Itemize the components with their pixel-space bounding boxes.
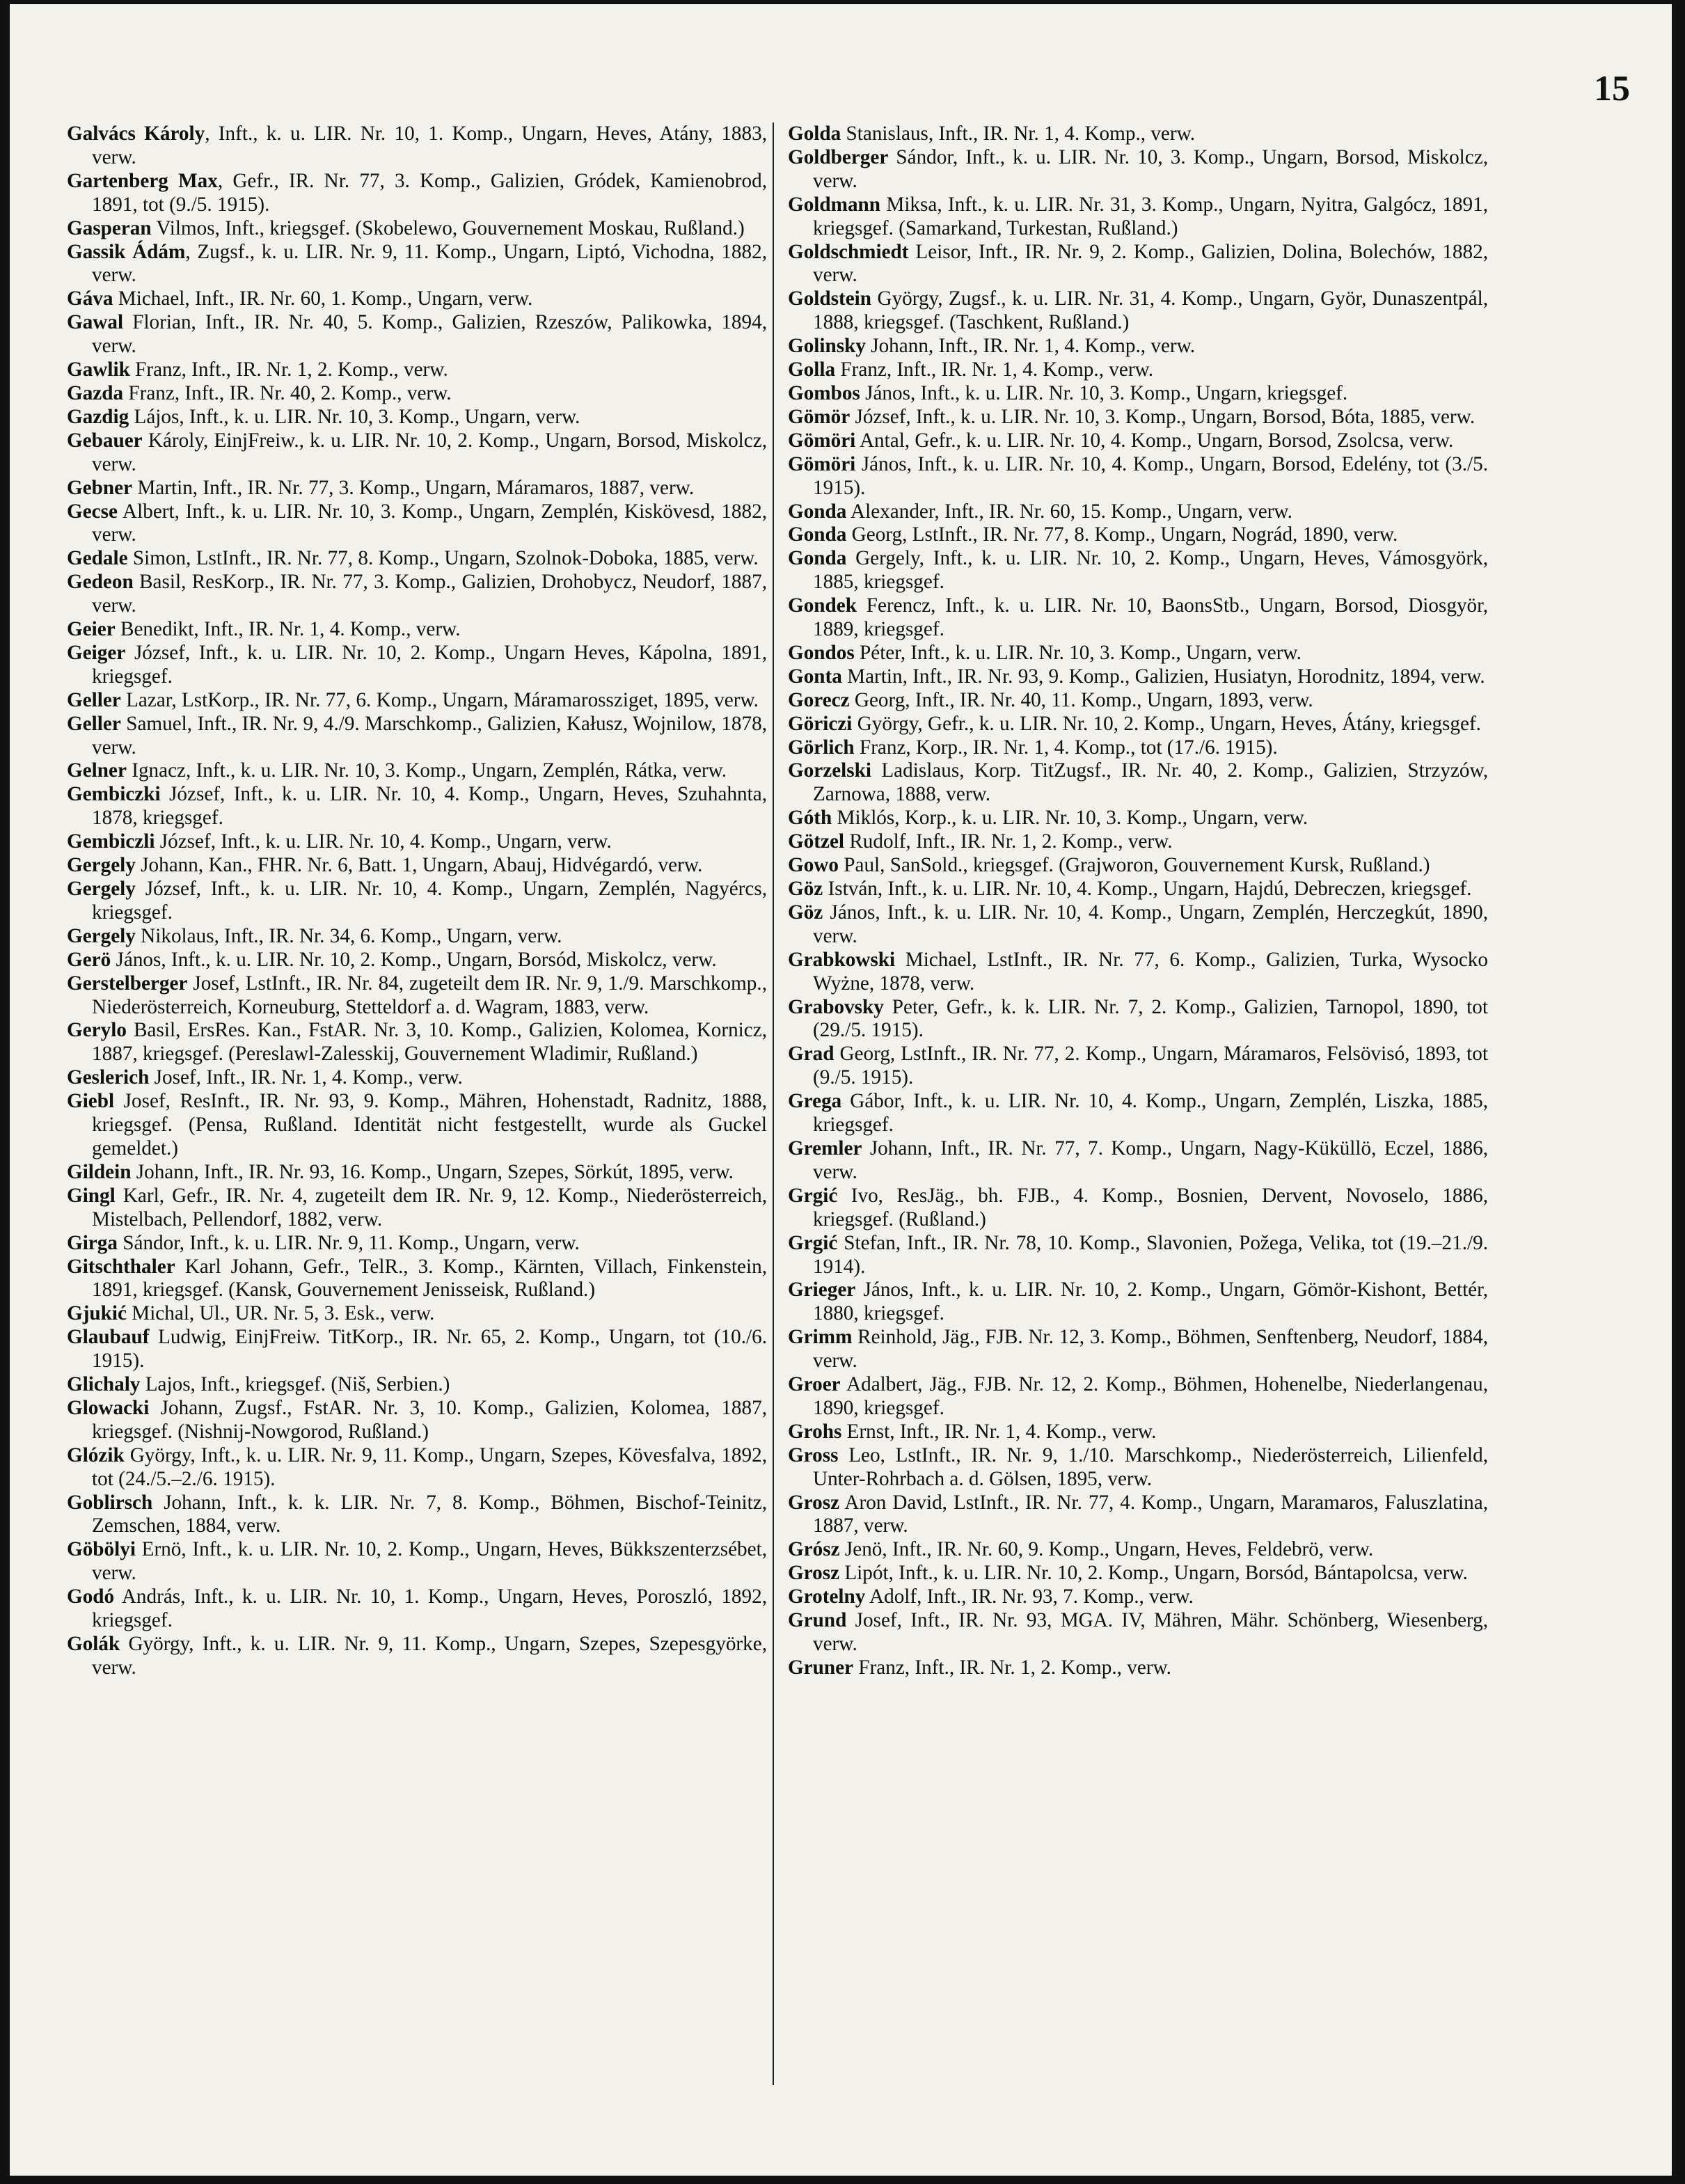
casualty-entry	[788, 1585, 1488, 1609]
entry-details: János, Inft., k. u. LIR. Nr. 10, 4. Komp., Ungarn, Borsod, Edelény, tot (3./5. 1915).	[813, 452, 1488, 499]
entry-details: József, Inft., k. u. LIR. Nr. 10, 4. Komp., Ungarn, Heves, Szuhahnta, 1878, kriegsgef.	[92, 783, 767, 830]
casualty-entry	[67, 500, 767, 548]
casualty-entry	[788, 642, 1488, 665]
entry-surname: Glichaly	[67, 1373, 141, 1396]
casualty-entry	[788, 996, 1488, 1043]
entry-surname: Goldschmiedt	[788, 240, 909, 263]
entry-surname: Gerylo	[67, 1019, 127, 1042]
document-page	[10, 4, 1672, 2176]
entry-details: Josef, ResInft., IR. Nr. 93, 9. Komp., Mähren, Hohenstadt, Radnitz, 1888, kriegsgef. (Pensa, Rußland. Identität nicht festgestellt, wurde als Guckel gemeldet.)	[92, 1090, 767, 1160]
entry-surname: Gedale	[67, 547, 128, 570]
entry-details: József, Inft., k. u. LIR. Nr. 10, 4. Komp., Ungarn, verw.	[155, 830, 612, 853]
casualty-entry	[67, 170, 767, 217]
entry-details: János, Inft., k. u. LIR. Nr. 10, 4. Komp., Ungarn, Zemplén, Herczegkút, 1890, verw.	[813, 901, 1488, 947]
casualty-entry	[67, 122, 767, 170]
entry-details: Vilmos, Inft., kriegsgef. (Skobelewo, Gouvernement Moskau, Rußland.)	[151, 216, 745, 239]
entry-details: Ignacz, Inft., k. u. LIR. Nr. 10, 3. Komp., Ungarn, Zemplén, Rátka, verw.	[126, 759, 727, 782]
casualty-entry	[788, 335, 1488, 358]
casualty-entry	[788, 830, 1488, 854]
casualty-entry	[67, 382, 767, 406]
entry-details: Lájos, Inft., k. u. LIR. Nr. 10, 3. Komp., Ungarn, verw.	[129, 405, 580, 428]
casualty-entry	[67, 571, 767, 618]
casualty-entry	[67, 1302, 767, 1326]
entry-surname: Götzel	[788, 830, 845, 853]
entry-details: Ludwig, EinjFreiw. TitKorp., IR. Nr. 65, 2. Komp., Ungarn, tot (10./6. 1915).	[92, 1326, 767, 1372]
entry-surname: Gremler	[788, 1137, 862, 1160]
casualty-entry	[788, 594, 1488, 642]
entry-surname: Gartenberg Max	[67, 169, 218, 192]
entry-surname: Gömöri	[788, 452, 856, 475]
entry-surname: Giebl	[67, 1090, 115, 1113]
entry-details: Georg, LstInft., IR. Nr. 77, 2. Komp., Ungarn, Máramaros, Felsövisó, 1893, tot (9./5. 1915).	[813, 1043, 1488, 1089]
casualty-entry	[788, 1137, 1488, 1185]
casualty-entry	[788, 406, 1488, 429]
entry-surname: Grabkowski	[788, 948, 896, 971]
entry-surname: Gruner	[788, 1656, 854, 1679]
entry-surname: Grimm	[788, 1326, 853, 1349]
entry-details: Stanislaus, Inft., IR. Nr. 1, 4. Komp., verw.	[841, 122, 1196, 145]
entry-surname: Gelner	[67, 759, 127, 782]
casualty-entry	[788, 713, 1488, 736]
casualty-entry	[788, 901, 1488, 949]
entry-surname: Grad	[788, 1043, 834, 1066]
entry-surname: Gorecz	[788, 688, 850, 711]
casualty-entry	[67, 1444, 767, 1491]
entry-surname: Geiger	[67, 641, 126, 664]
entry-details: György, Inft., k. u. LIR. Nr. 9, 11. Komp., Ungarn, Szepes, Kövesfalva, 1892, tot (24./5.–2./6. 1915).	[92, 1443, 767, 1490]
entry-details: Samuel, Inft., IR. Nr. 9, 4./9. Marschkomp., Galizien, Kałusz, Wojnilow, 1878, verw.	[92, 712, 767, 759]
entry-surname: Gergely	[67, 924, 136, 947]
entry-details: György, Zugsf., k. u. LIR. Nr. 31, 4. Komp., Ungarn, Györ, Dunaszentpál, 1888, kriegsgef. (Taschkent, Rußland.)	[813, 287, 1488, 334]
casualty-entry	[67, 406, 767, 429]
entry-surname: Gorzelski	[788, 759, 871, 782]
casualty-entry	[788, 878, 1488, 901]
entry-details: Georg, Inft., IR. Nr. 40, 11. Komp., Ungarn, 1893, verw.	[849, 688, 1313, 711]
entry-details: Franz, Inft., IR. Nr. 40, 2. Komp., verw.	[123, 381, 452, 404]
casualty-entry	[67, 287, 767, 311]
entry-details: Josef, LstInft., IR. Nr. 84, zugeteilt dem IR. Nr. 9, 1./9. Marschkomp., Niederösterreich, Korneuburg, Stetteldorf a. d. Wagram, 1883, verw.	[92, 972, 767, 1018]
entry-details: Rudolf, Inft., IR. Nr. 1, 2. Komp., verw.	[844, 830, 1173, 853]
casualty-entry	[788, 1090, 1488, 1137]
casualty-entry	[67, 241, 767, 288]
entry-surname: Goblirsch	[67, 1491, 153, 1514]
entry-surname: Golla	[788, 358, 836, 381]
entry-surname: Grgić	[788, 1184, 838, 1207]
casualty-entry	[788, 1609, 1488, 1656]
casualty-entry	[67, 1019, 767, 1066]
entry-surname: Gawlik	[67, 358, 130, 381]
entry-details: Jenö, Inft., IR. Nr. 60, 9. Komp., Ungarn, Heves, Feldebrö, verw.	[839, 1538, 1374, 1561]
entry-details: Franz, Inft., IR. Nr. 1, 4. Komp., verw.	[835, 358, 1154, 381]
entry-details: Gergely, Inft., k. u. LIR. Nr. 10, 2. Komp., Ungarn, Heves, Vámosgyörk, 1885, kriegsgef.	[813, 547, 1488, 594]
entry-details: Josef, Inft., IR. Nr. 1, 4. Komp., verw.	[149, 1066, 463, 1089]
casualty-entry	[788, 854, 1488, 878]
casualty-entry	[67, 311, 767, 358]
entry-details: Ernst, Inft., IR. Nr. 1, 4. Komp., verw.	[841, 1420, 1157, 1443]
entry-details: Ferencz, Inft., k. u. LIR. Nr. 10, BaonsStb., Ungarn, Borsod, Diosgyör, 1889, kriegsgef.	[813, 594, 1488, 641]
casualty-entry	[67, 358, 767, 382]
casualty-entry	[788, 453, 1488, 500]
casualty-entry	[788, 146, 1488, 193]
casualty-entry	[788, 1444, 1488, 1491]
casualty-entry	[788, 193, 1488, 241]
entry-details: János, Inft., k. u. LIR. Nr. 10, 3. Komp., Ungarn, kriegsgef.	[860, 381, 1348, 404]
casualty-entry	[788, 358, 1488, 382]
entry-details: , Inft., k. u. LIR. Nr. 10, 1. Komp., Ungarn, Heves, Atány, 1883, verw.	[92, 122, 767, 168]
entry-details: Leo, LstInft., IR. Nr. 9, 1./10. Marschkomp., Niederösterreich, Lilienfeld, Unter-Rohrbach a. d. Gölsen, 1895, verw.	[813, 1443, 1488, 1490]
entry-surname: Gonda	[788, 500, 847, 523]
entry-details: Martin, Inft., IR. Nr. 93, 9. Komp., Galizien, Husiatyn, Horodnitz, 1894, verw.	[841, 665, 1485, 688]
entry-surname: Gonta	[788, 665, 842, 688]
entry-details: Adolf, Inft., IR. Nr. 93, 7. Komp., verw.	[865, 1585, 1194, 1608]
entry-details: Karl Johann, Gefr., TelR., 3. Komp., Kärnten, Villach, Finkenstein, 1891, kriegsgef. (Kansk, Gouvernement Jenisseisk, Rußland.)	[92, 1255, 767, 1301]
casualty-entry	[788, 689, 1488, 713]
entry-surname: Glowacki	[67, 1396, 150, 1419]
entry-surname: Gazda	[67, 381, 124, 404]
entry-details: Lipót, Inft., k. u. LIR. Nr. 10, 2. Komp., Ungarn, Borsód, Bántapolcsa, verw.	[839, 1562, 1468, 1585]
entry-surname: Gömöri	[788, 429, 856, 452]
casualty-entry	[788, 736, 1488, 760]
casualty-entry	[788, 1043, 1488, 1090]
casualty-entry	[67, 972, 767, 1020]
casualty-entry	[67, 1066, 767, 1090]
entry-surname: Góth	[788, 807, 832, 830]
entry-surname: Grosz	[788, 1562, 840, 1585]
entry-details: , Zugsf., k. u. LIR. Nr. 9, 11. Komp., Ungarn, Liptó, Vichodna, 1882, verw.	[92, 240, 767, 287]
casualty-entry	[788, 665, 1488, 689]
casualty-entry	[788, 1185, 1488, 1232]
entry-details: Reinhold, Jäg., FJB. Nr. 12, 3. Komp., Böhmen, Senftenberg, Neudorf, 1884, verw.	[813, 1326, 1488, 1372]
entry-details: Benedikt, Inft., IR. Nr. 1, 4. Komp., verw.	[115, 618, 461, 641]
entry-surname: Gergely	[67, 878, 136, 900]
entry-surname: Godó	[67, 1585, 115, 1608]
entry-details: Johann, Zugsf., FstAR. Nr. 3, 10. Komp., Galizien, Kolomea, 1887, kriegsgef. (Nishnij-Nowgorod, Rußland.)	[92, 1396, 767, 1443]
casualty-entry	[67, 477, 767, 500]
entry-details: Ernö, Inft., k. u. LIR. Nr. 10, 2. Komp., Ungarn, Heves, Bükkszenterzsébet, verw.	[92, 1538, 767, 1585]
entry-surname: Gömör	[788, 405, 851, 428]
entry-surname: Golák	[67, 1633, 120, 1655]
entry-details: József, Inft., k. u. LIR. Nr. 10, 4. Komp., Ungarn, Zemplén, Nagyércs, kriegsgef.	[92, 878, 767, 924]
casualty-entry	[788, 241, 1488, 288]
entry-surname: Galvács Károly	[67, 122, 205, 145]
entry-surname: Goldmann	[788, 193, 881, 216]
entry-surname: Glózik	[67, 1443, 125, 1466]
casualty-entry	[788, 807, 1488, 830]
entry-surname: Gedeon	[67, 571, 134, 594]
entry-details: Basil, ResKorp., IR. Nr. 77, 3. Komp., Galizien, Drohobycz, Neudorf, 1887, verw.	[92, 571, 767, 617]
entry-surname: Gingl	[67, 1184, 116, 1207]
casualty-entry	[788, 1538, 1488, 1562]
casualty-entry	[788, 429, 1488, 453]
casualty-entry	[67, 1633, 767, 1680]
entry-details: István, Inft., k. u. LIR. Nr. 10, 4. Komp., Ungarn, Hajdú, Debreczen, kriegsgef.	[823, 878, 1472, 900]
entry-surname: Gazdig	[67, 405, 129, 428]
casualty-entry	[788, 1421, 1488, 1444]
casualty-entry	[788, 523, 1488, 547]
left-column	[67, 122, 767, 2162]
entry-surname: Gerö	[67, 948, 111, 971]
entry-surname: Grósz	[788, 1538, 840, 1561]
casualty-entry	[67, 618, 767, 642]
entry-details: Peter, Gefr., k. k. LIR. Nr. 7, 2. Komp., Galizien, Tarnopol, 1890, tot (29./5. 1915).	[813, 995, 1488, 1042]
entry-surname: Gowo	[788, 854, 839, 877]
entry-surname: Geller	[67, 712, 121, 735]
entry-surname: Geier	[67, 618, 116, 641]
entry-details: József, Inft., k. u. LIR. Nr. 10, 3. Komp., Ungarn, Borsod, Bóta, 1885, verw.	[850, 405, 1476, 428]
entry-details: Michael, LstInft., IR. Nr. 77, 6. Komp., Galizien, Turka, Wysocko Wyżne, 1878, verw.	[813, 948, 1488, 995]
entry-details: György, Gefr., k. u. LIR. Nr. 10, 2. Komp., Ungarn, Heves, Átány, kriegsgef.	[852, 712, 1481, 735]
entry-surname: Grund	[788, 1609, 847, 1632]
casualty-entry	[67, 429, 767, 477]
casualty-entry	[67, 1185, 767, 1232]
casualty-entry	[67, 1090, 767, 1161]
entry-surname: Golda	[788, 122, 841, 145]
entry-surname: Gross	[788, 1443, 839, 1466]
entry-surname: Gembiczki	[67, 783, 161, 806]
entry-surname: Gebner	[67, 476, 133, 499]
entry-details: Johann, Inft., k. k. LIR. Nr. 7, 8. Komp., Böhmen, Bischof-Teinitz, Zemschen, 1884, verw.	[92, 1491, 767, 1537]
entry-details: János, Inft., k. u. LIR. Nr. 10, 2. Komp., Ungarn, Borsód, Miskolcz, verw.	[111, 948, 717, 971]
entry-details: Albert, Inft., k. u. LIR. Nr. 10, 3. Komp., Ungarn, Zemplén, Kiskövesd, 1882, verw.	[92, 500, 767, 546]
entry-surname: Golinsky	[788, 335, 866, 358]
casualty-entry	[788, 1326, 1488, 1373]
entry-details: Michal, Ul., UR. Nr. 5, 3. Esk., verw.	[126, 1302, 435, 1325]
entry-details: András, Inft., k. u. LIR. Nr. 10, 1. Komp., Ungarn, Heves, Poroszló, 1892, kriegsgef.	[92, 1585, 767, 1632]
casualty-entry	[67, 854, 767, 878]
entry-details: Sándor, Inft., k. u. LIR. Nr. 9, 11. Komp., Ungarn, verw.	[117, 1231, 580, 1254]
entry-surname: Gassik Ádám	[67, 240, 186, 263]
entry-details: Paul, SanSold., kriegsgef. (Grajworon, Gouvernement Kursk, Rußland.)	[838, 854, 1430, 877]
casualty-entry	[67, 1397, 767, 1444]
entry-surname: Goldberger	[788, 145, 889, 168]
entry-details: Simon, LstInft., IR. Nr. 77, 8. Komp., Ungarn, Szolnok-Doboka, 1885, verw.	[127, 547, 759, 570]
entry-details: Johann, Inft., IR. Nr. 1, 4. Komp., verw.	[865, 335, 1196, 358]
entry-details: Antal, Gefr., k. u. LIR. Nr. 10, 4. Komp., Ungarn, Borsod, Zsolcsa, verw.	[855, 429, 1454, 452]
column-divider	[773, 122, 774, 2085]
entry-surname: Gonda	[788, 523, 847, 546]
casualty-entry	[788, 949, 1488, 996]
entry-details: Josef, Inft., IR. Nr. 93, MGA. IV, Mähren, Mähr. Schönberg, Wiesenberg, verw.	[813, 1609, 1488, 1655]
entry-surname: Göz	[788, 901, 823, 924]
entry-details: Ivo, ResJäg., bh. FJB., 4. Komp., Bosnien, Dervent, Novoselo, 1886, kriegsgef. (Rußland.)	[813, 1184, 1488, 1231]
casualty-entry	[67, 1373, 767, 1397]
entry-surname: Girga	[67, 1231, 118, 1254]
entry-surname: Grgić	[788, 1231, 838, 1254]
entry-details: Franz, Korp., IR. Nr. 1, 4. Komp., tot (17./6. 1915).	[854, 736, 1278, 759]
entry-surname: Gáva	[67, 287, 113, 310]
entry-details: Franz, Inft., IR. Nr. 1, 2. Komp., verw.	[129, 358, 448, 381]
entry-details: Johann, Inft., IR. Nr. 77, 7. Komp., Ungarn, Nagy-Küküllö, Eczel, 1886, verw.	[813, 1137, 1488, 1183]
entry-surname: Gecse	[67, 500, 118, 523]
casualty-entry	[788, 382, 1488, 406]
casualty-entry	[67, 1538, 767, 1585]
entry-surname: Goldstein	[788, 287, 872, 310]
entry-surname: Göz	[788, 878, 823, 900]
entry-details: Stefan, Inft., IR. Nr. 78, 10. Komp., Slavonien, Požega, Velika, tot (19.–21./9. 1914).	[813, 1231, 1488, 1278]
entry-details: János, Inft., k. u. LIR. Nr. 10, 2. Komp., Ungarn, Gömör-Kishont, Bettér, 1880, kriegsgef.	[813, 1279, 1488, 1325]
entry-details: Michael, Inft., IR. Nr. 60, 1. Komp., Ungarn, verw.	[113, 287, 533, 310]
entry-details: Georg, LstInft., IR. Nr. 77, 8. Komp., Ungarn, Nográd, 1890, verw.	[846, 523, 1398, 546]
entry-details: Miklós, Korp., k. u. LIR. Nr. 10, 3. Komp., Ungarn, verw.	[832, 807, 1308, 830]
casualty-entry	[67, 547, 767, 571]
entry-surname: Grohs	[788, 1420, 842, 1443]
entry-surname: Grega	[788, 1090, 842, 1113]
casualty-entry	[788, 122, 1488, 146]
casualty-entry	[67, 1256, 767, 1303]
casualty-entry	[67, 1161, 767, 1185]
entry-surname: Glaubauf	[67, 1326, 150, 1349]
entry-details: Alexander, Inft., IR. Nr. 60, 15. Komp., Ungarn, verw.	[846, 500, 1292, 523]
entry-details: Sándor, Inft., k. u. LIR. Nr. 10, 3. Komp., Ungarn, Borsod, Miskolcz, verw.	[813, 145, 1488, 192]
entry-details: Johann, Kan., FHR. Nr. 6, Batt. 1, Ungarn, Abauj, Hidvégardó, verw.	[135, 854, 703, 877]
entry-details: Karl, Gefr., IR. Nr. 4, zugeteilt dem IR. Nr. 9, 12. Komp., Niederösterreich, Mistelbach, Pellendorf, 1882, verw.	[92, 1184, 767, 1231]
entry-surname: Görlich	[788, 736, 855, 759]
entry-details: Péter, Inft., k. u. LIR. Nr. 10, 3. Komp., Ungarn, verw.	[854, 641, 1302, 664]
entry-details: Leisor, Inft., IR. Nr. 9, 2. Komp., Galizien, Dolina, Bolechów, 1882, verw.	[813, 240, 1488, 287]
casualty-entry	[788, 759, 1488, 807]
entry-surname: Gebauer	[67, 429, 143, 452]
casualty-entry	[788, 1562, 1488, 1585]
casualty-entry	[67, 642, 767, 689]
casualty-entry	[67, 1232, 767, 1256]
entry-surname: Gitschthaler	[67, 1255, 175, 1278]
casualty-entry	[788, 1373, 1488, 1421]
casualty-entry	[67, 925, 767, 949]
casualty-entry	[788, 1279, 1488, 1326]
right-column	[788, 122, 1488, 2162]
casualty-entry	[67, 1326, 767, 1373]
casualty-entry	[67, 830, 767, 854]
entry-surname: Gildein	[67, 1160, 132, 1183]
casualty-entry	[788, 547, 1488, 594]
entry-surname: Gasperan	[67, 216, 152, 239]
entry-surname: Grotelny	[788, 1585, 866, 1608]
casualty-entry	[788, 1491, 1488, 1539]
entry-surname: Grabovsky	[788, 995, 884, 1018]
entry-details: József, Inft., k. u. LIR. Nr. 10, 2. Komp., Ungarn Heves, Kápolna, 1891, kriegsgef.	[92, 641, 767, 688]
entry-details: Johann, Inft., IR. Nr. 93, 16. Komp., Ungarn, Szepes, Sörkút, 1895, verw.	[131, 1160, 734, 1183]
entry-surname: Grosz	[788, 1491, 840, 1514]
entry-surname: Gembiczli	[67, 830, 155, 853]
entry-details: Nikolaus, Inft., IR. Nr. 34, 6. Komp., Ungarn, verw.	[135, 924, 562, 947]
casualty-entry	[67, 878, 767, 925]
casualty-entry	[67, 1491, 767, 1539]
entry-surname: Geslerich	[67, 1066, 150, 1089]
casualty-entry	[67, 783, 767, 830]
casualty-entry	[788, 500, 1488, 524]
entry-details: Miksa, Inft., k. u. LIR. Nr. 31, 3. Komp., Ungarn, Nyitra, Galgócz, 1891, kriegsgef. (Samarkand, Turkestan, Rußland.)	[813, 193, 1488, 239]
entry-surname: Grieger	[788, 1279, 856, 1301]
entry-surname: Geller	[67, 688, 121, 711]
entry-surname: Gonda	[788, 547, 847, 570]
casualty-entry	[788, 1232, 1488, 1279]
entry-details: Florian, Inft., IR. Nr. 40, 5. Komp., Galizien, Rzeszów, Palikowka, 1894, verw.	[92, 311, 767, 358]
entry-details: , Gefr., IR. Nr. 77, 3. Komp., Galizien, Gródek, Kamienobrod, 1891, tot (9./5. 1915).	[92, 169, 767, 216]
entry-surname: Gerstelberger	[67, 972, 188, 995]
entry-surname: Göbölyi	[67, 1538, 136, 1561]
entry-details: Ladislaus, Korp. TitZugsf., IR. Nr. 40, 2. Komp., Galizien, Strzyzów, Zarnowa, 1888, verw.	[813, 759, 1488, 806]
entry-surname: Groer	[788, 1373, 841, 1396]
entry-details: Adalbert, Jäg., FJB. Nr. 12, 2. Komp., Böhmen, Hohenelbe, Niederlangenau, 1890, kriegsgef.	[813, 1373, 1488, 1419]
entry-surname: Gjukić	[67, 1302, 127, 1325]
entry-details: Basil, ErsRes. Kan., FstAR. Nr. 3, 10. Komp., Galizien, Kolomea, Kornicz, 1887, kriegsgef. (Pereslawl-Zalesskij, Gouvernement Wladimir, Rußland.)	[92, 1019, 767, 1066]
entry-details: Lajos, Inft., kriegsgef. (Niš, Serbien.)	[140, 1373, 450, 1396]
entry-details: Lazar, LstKorp., IR. Nr. 77, 6. Komp., Ungarn, Máramarossziget, 1895, verw.	[120, 688, 759, 711]
casualty-entry	[67, 949, 767, 972]
casualty-entry	[67, 713, 767, 760]
entry-surname: Göriczi	[788, 712, 853, 735]
casualty-entry	[67, 759, 767, 783]
entry-surname: Gombos	[788, 381, 860, 404]
entry-details: Károly, EinjFreiw., k. u. LIR. Nr. 10, 2. Komp., Ungarn, Borsod, Miskolcz, verw.	[92, 429, 767, 475]
page-number: 15	[1594, 69, 1630, 109]
entry-details: György, Inft., k. u. LIR. Nr. 9, 11. Komp., Ungarn, Szepes, Szepesgyörke, verw.	[92, 1633, 767, 1679]
entry-surname: Gondek	[788, 594, 857, 617]
casualty-entry	[788, 287, 1488, 335]
entry-surname: Gondos	[788, 641, 855, 664]
entry-surname: Gawal	[67, 311, 124, 334]
entry-details: Gábor, Inft., k. u. LIR. Nr. 10, 4. Komp., Ungarn, Zemplén, Liszka, 1885, kriegsgef.	[813, 1090, 1488, 1137]
entry-surname: Gergely	[67, 854, 136, 877]
casualty-entry	[788, 1656, 1488, 1680]
entry-details: Martin, Inft., IR. Nr. 77, 3. Komp., Ungarn, Máramaros, 1887, verw.	[132, 476, 695, 499]
casualty-entry	[67, 689, 767, 713]
casualty-entry	[67, 1585, 767, 1633]
casualty-entry	[67, 217, 767, 241]
entry-details: Aron David, LstInft., IR. Nr. 77, 4. Komp., Ungarn, Maramaros, Faluszlatina, 1887, verw.	[813, 1491, 1488, 1537]
entry-details: Franz, Inft., IR. Nr. 1, 2. Komp., verw.	[853, 1656, 1171, 1679]
